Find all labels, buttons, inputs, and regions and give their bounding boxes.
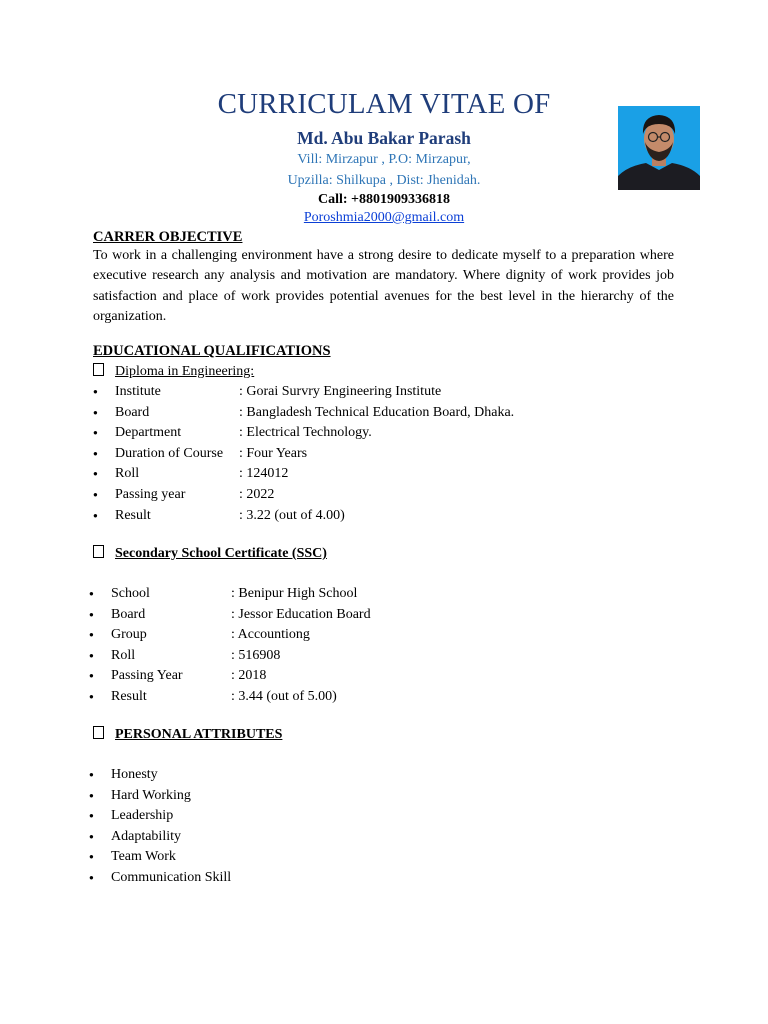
- field-label: Duration of Course: [115, 445, 224, 461]
- field-label: Passing Year: [111, 668, 183, 684]
- list-item: [89, 687, 689, 707]
- bullet-icon: ●: [89, 873, 94, 882]
- bullet-icon: ●: [93, 387, 98, 396]
- checkbox-icon: [93, 545, 104, 558]
- field-label: Result: [115, 507, 151, 523]
- list-item: [93, 382, 693, 402]
- bullet-icon: ●: [89, 770, 94, 779]
- field-value: : 516908: [231, 647, 281, 663]
- list-item: [89, 868, 689, 888]
- list-item: [93, 485, 693, 505]
- list-item: [89, 806, 689, 826]
- list-item: [93, 403, 693, 423]
- bullet-icon: ●: [93, 510, 98, 520]
- attributes-heading-label: PERSONAL ATTRIBUTES: [115, 727, 283, 742]
- list-item: [89, 666, 689, 686]
- field-label: Communication Skill: [111, 870, 232, 885]
- field-value: : 3.22 (out of 4.00): [239, 507, 345, 523]
- profile-photo: [618, 106, 700, 190]
- field-value: : Bangladesh Technical Education Board, Dhaka.: [239, 404, 515, 420]
- bullet-icon: ●: [89, 790, 94, 800]
- field-label: Honesty: [111, 767, 158, 782]
- field-label: Board: [111, 606, 146, 622]
- list-item: [89, 847, 689, 867]
- field-label: Team Work: [111, 849, 176, 865]
- ssc-heading-label: Secondary School Certificate (SSC): [115, 546, 327, 561]
- phone-number: Call: +8801909336818: [317, 192, 451, 207]
- bullet-icon: ●: [89, 630, 94, 640]
- field-value: : Accountiong: [231, 627, 310, 643]
- address-line-2: Upzilla: Shilkupa , Dist: Jhenidah.: [287, 173, 481, 188]
- education-heading: EDUCATIONAL QUALIFICATIONS: [93, 343, 331, 359]
- list-item: [89, 646, 689, 666]
- list-item: [89, 827, 689, 847]
- checkbox-icon: [93, 726, 104, 739]
- field-label: School: [111, 586, 150, 601]
- list-item: [89, 605, 689, 625]
- career-objective-heading: CARRER OBJECTIVE: [93, 229, 243, 245]
- field-label: Passing year: [115, 487, 186, 502]
- bullet-icon: ●: [89, 692, 94, 701]
- bullet-icon: ●: [89, 671, 94, 681]
- bullet-icon: ●: [89, 589, 94, 598]
- field-value: : Gorai Survry Engineering Institute: [239, 384, 442, 399]
- field-label: Group: [111, 627, 147, 643]
- list-item: [93, 423, 693, 443]
- list-item: [89, 625, 689, 645]
- address-line-1: Vill: Mirzapur , P.O: Mirzapur,: [297, 152, 471, 167]
- field-label: Board: [115, 404, 150, 420]
- field-value: : Benipur High School: [231, 586, 358, 601]
- person-portrait-icon: [618, 106, 700, 190]
- field-label: Roll: [115, 466, 140, 482]
- field-label: Department: [115, 425, 182, 441]
- field-label: Institute: [115, 384, 161, 399]
- list-item: [89, 786, 689, 806]
- ssc-heading: [93, 544, 327, 564]
- attributes-heading: [93, 725, 282, 745]
- field-label: Roll: [111, 647, 136, 663]
- field-value: : Jessor Education Board: [231, 606, 371, 622]
- field-value: : Electrical Technology.: [239, 425, 372, 441]
- field-value: : Four Years: [239, 445, 308, 461]
- list-item: [93, 444, 693, 464]
- bullet-icon: ●: [89, 831, 94, 841]
- cv-title: CURRICULAM VITAE OF: [217, 88, 551, 120]
- field-label: Leadership: [111, 808, 174, 824]
- field-value: : 2022: [239, 487, 275, 502]
- field-label: Adaptability: [111, 828, 181, 844]
- bullet-icon: ●: [93, 428, 98, 438]
- diploma-heading-label: Diploma in Engineering:: [115, 364, 255, 379]
- bullet-icon: ●: [93, 490, 98, 499]
- bullet-icon: ●: [89, 650, 94, 660]
- field-label: Result: [111, 689, 147, 704]
- bullet-icon: ●: [93, 407, 98, 417]
- bullet-icon: ●: [93, 448, 98, 458]
- field-label: Hard Working: [111, 787, 191, 803]
- list-item: [89, 584, 689, 604]
- career-objective-text: To work in a challenging environment have a strong desire to dedicate myself to a preparation where executive research any analysis and motivation are mandatory. Where dignity of work provides job satisfaction and place of work provides potential avenues for the best level in the hierarchy of the organization.: [93, 248, 674, 324]
- bullet-icon: ●: [89, 811, 94, 821]
- list-item: [93, 464, 693, 484]
- diploma-heading: [93, 362, 254, 382]
- candidate-name: Md. Abu Bakar Parash: [297, 128, 471, 148]
- field-value: : 124012: [239, 466, 289, 482]
- field-value: : 3.44 (out of 5.00): [231, 689, 337, 704]
- list-item: [89, 765, 689, 785]
- bullet-icon: ●: [89, 852, 94, 862]
- email-line: [0, 208, 768, 228]
- bullet-icon: ●: [93, 469, 98, 479]
- field-value: : 2018: [231, 668, 267, 684]
- checkbox-icon: [93, 363, 104, 376]
- list-item: [93, 506, 693, 526]
- bullet-icon: ●: [89, 609, 94, 619]
- email-link[interactable]: Poroshmia2000@gmail.com: [303, 210, 465, 225]
